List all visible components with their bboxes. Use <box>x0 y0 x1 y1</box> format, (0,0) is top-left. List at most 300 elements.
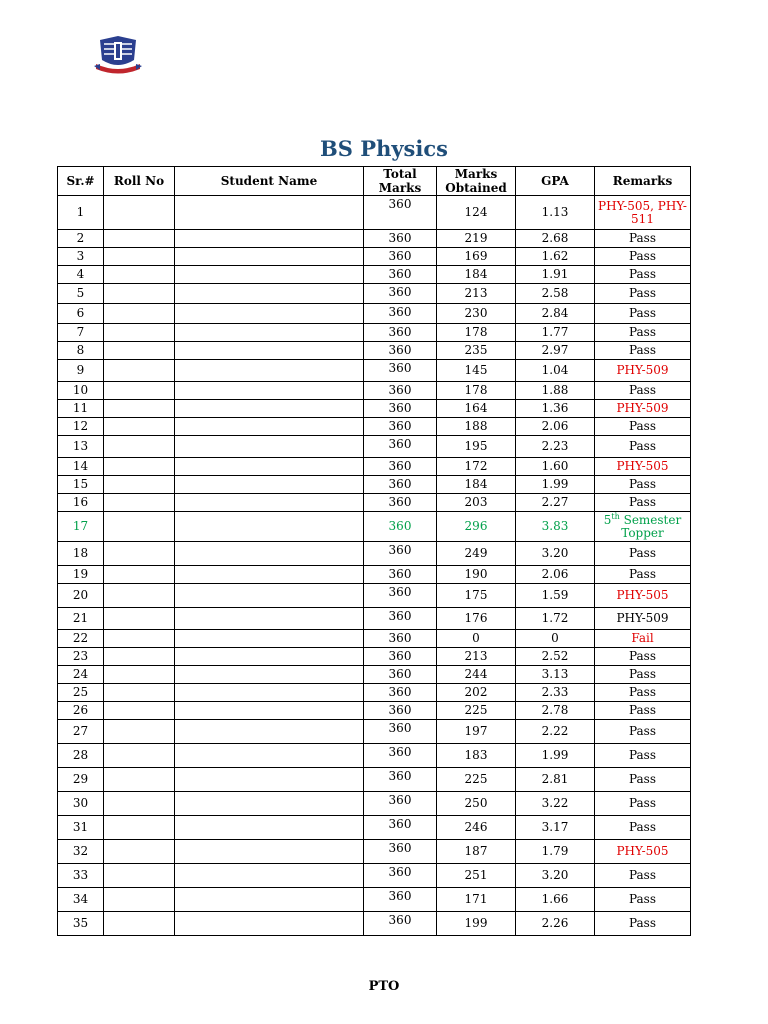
cell-total-marks <box>364 230 437 248</box>
cell-total-marks <box>364 744 437 768</box>
cell-roll-no <box>104 512 175 542</box>
cell-sr: 17 <box>58 512 104 542</box>
total-marks-value: 360 <box>388 585 412 599</box>
cell-remarks: Pass <box>595 702 691 720</box>
cell-marks-obtained: 172 <box>437 458 516 476</box>
cell-sr: 19 <box>58 566 104 584</box>
cell-gpa: 1.79 <box>516 840 595 864</box>
table-row <box>58 684 691 702</box>
cell-gpa: 2.06 <box>516 566 595 584</box>
cell-total-marks <box>364 248 437 266</box>
cell-marks-obtained: 124 <box>437 196 516 230</box>
cell-total-marks <box>364 864 437 888</box>
cell-student-name <box>175 864 364 888</box>
cell-marks-obtained: 171 <box>437 888 516 912</box>
cell-roll-no <box>104 230 175 248</box>
cell-gpa: 2.26 <box>516 912 595 936</box>
cell-student-name <box>175 648 364 666</box>
cell-student-name <box>175 382 364 400</box>
header-roll-no: Roll No <box>104 167 175 196</box>
cell-remarks: Pass <box>595 744 691 768</box>
cell-total-marks <box>364 720 437 744</box>
table-row <box>58 630 691 648</box>
cell-student-name <box>175 230 364 248</box>
cell-total-marks <box>364 648 437 666</box>
cell-sr: 32 <box>58 840 104 864</box>
table-row <box>58 648 691 666</box>
header-obtained-line1: Marks <box>454 167 498 181</box>
cell-marks-obtained: 188 <box>437 418 516 436</box>
cell-sr: 9 <box>58 360 104 382</box>
cell-marks-obtained: 145 <box>437 360 516 382</box>
cell-remarks: Pass <box>595 888 691 912</box>
cell-remarks: Pass <box>595 768 691 792</box>
cell-total-marks <box>364 476 437 494</box>
total-marks-value: 360 <box>388 793 412 807</box>
cell-gpa: 0 <box>516 630 595 648</box>
total-marks-value: 360 <box>388 459 412 473</box>
cell-gpa: 3.22 <box>516 792 595 816</box>
table-row <box>58 418 691 436</box>
cell-total-marks <box>364 608 437 630</box>
cell-total-marks <box>364 400 437 418</box>
table-row <box>58 230 691 248</box>
cell-student-name <box>175 400 364 418</box>
cell-remarks <box>595 512 691 542</box>
cell-marks-obtained: 246 <box>437 816 516 840</box>
cell-roll-no <box>104 888 175 912</box>
cell-student-name <box>175 912 364 936</box>
cell-remarks: Fail <box>595 630 691 648</box>
cell-total-marks <box>364 360 437 382</box>
cell-gpa: 2.58 <box>516 284 595 304</box>
cell-roll-no <box>104 684 175 702</box>
table-row <box>58 324 691 342</box>
cell-total-marks <box>364 792 437 816</box>
cell-total-marks <box>364 768 437 792</box>
total-marks-value: 360 <box>388 721 412 735</box>
cell-total-marks <box>364 702 437 720</box>
header-gpa: GPA <box>516 167 595 196</box>
cell-sr: 24 <box>58 666 104 684</box>
cell-remarks: Pass <box>595 304 691 324</box>
cell-marks-obtained: 296 <box>437 512 516 542</box>
cell-marks-obtained: 197 <box>437 720 516 744</box>
header-sr: Sr.# <box>58 167 104 196</box>
cell-total-marks <box>364 542 437 566</box>
cell-total-marks <box>364 840 437 864</box>
table-row <box>58 196 691 230</box>
total-marks-value: 360 <box>388 361 412 375</box>
header-remarks: Remarks <box>595 167 691 196</box>
cell-roll-no <box>104 702 175 720</box>
cell-marks-obtained: 225 <box>437 702 516 720</box>
cell-sr: 34 <box>58 888 104 912</box>
remarks-part: 5 <box>603 512 612 527</box>
cell-roll-no <box>104 912 175 936</box>
table-row <box>58 666 691 684</box>
cell-remarks: Pass <box>595 566 691 584</box>
total-marks-value: 360 <box>388 477 412 491</box>
cell-marks-obtained: 175 <box>437 584 516 608</box>
cell-student-name <box>175 418 364 436</box>
cell-marks-obtained: 184 <box>437 476 516 494</box>
cell-sr: 11 <box>58 400 104 418</box>
cell-remarks: Pass <box>595 436 691 458</box>
cell-gpa: 2.68 <box>516 230 595 248</box>
total-marks-value: 360 <box>388 817 412 831</box>
cell-marks-obtained: 213 <box>437 284 516 304</box>
cell-gpa: 2.52 <box>516 648 595 666</box>
cell-marks-obtained: 225 <box>437 768 516 792</box>
cell-student-name <box>175 792 364 816</box>
table-row <box>58 360 691 382</box>
cell-marks-obtained: 169 <box>437 248 516 266</box>
cell-remarks: Pass <box>595 792 691 816</box>
total-marks-value: 360 <box>388 685 412 699</box>
cell-total-marks <box>364 458 437 476</box>
cell-gpa: 2.78 <box>516 702 595 720</box>
cell-remarks: Pass <box>595 248 691 266</box>
cell-marks-obtained: 0 <box>437 630 516 648</box>
total-marks-value: 360 <box>388 495 412 509</box>
cell-total-marks <box>364 342 437 360</box>
table-row <box>58 436 691 458</box>
cell-remarks: PHY-509 <box>595 400 691 418</box>
cell-sr: 3 <box>58 248 104 266</box>
total-marks-value: 360 <box>388 437 412 451</box>
university-logo-icon <box>92 34 144 78</box>
cell-roll-no <box>104 342 175 360</box>
total-marks-value: 360 <box>388 383 412 397</box>
cell-roll-no <box>104 566 175 584</box>
cell-student-name <box>175 324 364 342</box>
header-marks-obtained <box>437 167 516 196</box>
total-marks-value: 360 <box>388 543 412 557</box>
cell-gpa: 1.13 <box>516 196 595 230</box>
cell-student-name <box>175 816 364 840</box>
cell-roll-no <box>104 360 175 382</box>
cell-gpa: 2.97 <box>516 342 595 360</box>
cell-gpa: 2.81 <box>516 768 595 792</box>
cell-marks-obtained: 178 <box>437 324 516 342</box>
table-row <box>58 744 691 768</box>
total-marks-value: 360 <box>388 649 412 663</box>
header-student-name: Student Name <box>175 167 364 196</box>
cell-remarks: Pass <box>595 684 691 702</box>
cell-student-name <box>175 458 364 476</box>
cell-marks-obtained: 213 <box>437 648 516 666</box>
table-row <box>58 266 691 284</box>
table-row <box>58 542 691 566</box>
cell-gpa: 3.13 <box>516 666 595 684</box>
cell-gpa: 2.06 <box>516 418 595 436</box>
cell-roll-no <box>104 476 175 494</box>
cell-total-marks <box>364 494 437 512</box>
cell-gpa: 3.17 <box>516 816 595 840</box>
cell-total-marks <box>364 418 437 436</box>
cell-sr: 31 <box>58 816 104 840</box>
table-row <box>58 304 691 324</box>
cell-total-marks <box>364 888 437 912</box>
cell-roll-no <box>104 458 175 476</box>
total-marks-value: 360 <box>388 231 412 245</box>
total-marks-value: 360 <box>388 197 412 211</box>
cell-marks-obtained: 183 <box>437 744 516 768</box>
cell-total-marks <box>364 684 437 702</box>
cell-sr: 4 <box>58 266 104 284</box>
table-row <box>58 888 691 912</box>
cell-sr: 29 <box>58 768 104 792</box>
cell-marks-obtained: 250 <box>437 792 516 816</box>
cell-remarks: Pass <box>595 266 691 284</box>
cell-roll-no <box>104 666 175 684</box>
table-row <box>58 608 691 630</box>
cell-student-name <box>175 494 364 512</box>
cell-marks-obtained: 235 <box>437 342 516 360</box>
cell-roll-no <box>104 608 175 630</box>
cell-sr: 15 <box>58 476 104 494</box>
table-row <box>58 840 691 864</box>
cell-sr: 5 <box>58 284 104 304</box>
table-row <box>58 792 691 816</box>
cell-total-marks <box>364 512 437 542</box>
cell-student-name <box>175 702 364 720</box>
total-marks-value: 360 <box>388 745 412 759</box>
cell-sr: 28 <box>58 744 104 768</box>
cell-sr: 14 <box>58 458 104 476</box>
cell-remarks: Pass <box>595 476 691 494</box>
cell-sr: 26 <box>58 702 104 720</box>
cell-gpa: 1.88 <box>516 382 595 400</box>
cell-sr: 27 <box>58 720 104 744</box>
cell-sr: 23 <box>58 648 104 666</box>
cell-remarks: Pass <box>595 666 691 684</box>
table-row <box>58 566 691 584</box>
cell-marks-obtained: 199 <box>437 912 516 936</box>
total-marks-value: 360 <box>388 519 412 533</box>
cell-roll-no <box>104 382 175 400</box>
cell-gpa: 1.91 <box>516 266 595 284</box>
cell-marks-obtained: 202 <box>437 684 516 702</box>
cell-remarks: Pass <box>595 912 691 936</box>
table-row <box>58 816 691 840</box>
total-marks-value: 360 <box>388 889 412 903</box>
cell-gpa: 2.27 <box>516 494 595 512</box>
table-row <box>58 494 691 512</box>
cell-remarks: Pass <box>595 720 691 744</box>
cell-roll-no <box>104 400 175 418</box>
total-marks-value: 360 <box>388 841 412 855</box>
cell-gpa: 1.99 <box>516 476 595 494</box>
cell-roll-no <box>104 196 175 230</box>
cell-remarks: Pass <box>595 284 691 304</box>
cell-roll-no <box>104 324 175 342</box>
table-row <box>58 382 691 400</box>
page-title: BS Physics <box>320 136 448 161</box>
cell-total-marks <box>364 284 437 304</box>
cell-student-name <box>175 888 364 912</box>
header-total-line2: Marks <box>378 181 422 195</box>
cell-remarks: PHY-505, PHY-511 <box>595 196 691 230</box>
table-row <box>58 458 691 476</box>
cell-remarks: Pass <box>595 648 691 666</box>
cell-sr: 6 <box>58 304 104 324</box>
total-marks-value: 360 <box>388 401 412 415</box>
total-marks-value: 360 <box>388 343 412 357</box>
cell-roll-no <box>104 744 175 768</box>
table-row <box>58 702 691 720</box>
cell-remarks: PHY-505 <box>595 458 691 476</box>
cell-sr: 22 <box>58 630 104 648</box>
cell-gpa: 1.60 <box>516 458 595 476</box>
total-marks-value: 360 <box>388 703 412 717</box>
cell-gpa: 1.99 <box>516 744 595 768</box>
cell-student-name <box>175 342 364 360</box>
cell-roll-no <box>104 816 175 840</box>
cell-total-marks <box>364 584 437 608</box>
cell-remarks: Pass <box>595 418 691 436</box>
cell-roll-no <box>104 418 175 436</box>
cell-student-name <box>175 248 364 266</box>
cell-total-marks <box>364 382 437 400</box>
table-row <box>58 584 691 608</box>
cell-sr: 8 <box>58 342 104 360</box>
results-table <box>57 166 691 936</box>
total-marks-value: 360 <box>388 267 412 281</box>
cell-sr: 25 <box>58 684 104 702</box>
cell-student-name <box>175 436 364 458</box>
total-marks-value: 360 <box>388 249 412 263</box>
cell-marks-obtained: 190 <box>437 566 516 584</box>
cell-gpa: 1.59 <box>516 584 595 608</box>
cell-sr: 12 <box>58 418 104 436</box>
table-row <box>58 768 691 792</box>
cell-remarks: Pass <box>595 324 691 342</box>
cell-roll-no <box>104 304 175 324</box>
table-row <box>58 400 691 418</box>
cell-roll-no <box>104 284 175 304</box>
cell-student-name <box>175 304 364 324</box>
cell-total-marks <box>364 816 437 840</box>
total-marks-value: 360 <box>388 631 412 645</box>
cell-total-marks <box>364 304 437 324</box>
cell-marks-obtained: 230 <box>437 304 516 324</box>
total-marks-value: 360 <box>388 285 412 299</box>
cell-gpa: 3.20 <box>516 864 595 888</box>
cell-total-marks <box>364 666 437 684</box>
cell-student-name <box>175 768 364 792</box>
page-footer-pto: PTO <box>368 979 400 994</box>
cell-student-name <box>175 608 364 630</box>
remarks-part: Semester Topper <box>619 512 682 540</box>
cell-gpa: 2.22 <box>516 720 595 744</box>
cell-sr: 16 <box>58 494 104 512</box>
cell-remarks: Pass <box>595 542 691 566</box>
cell-sr: 20 <box>58 584 104 608</box>
cell-student-name <box>175 476 364 494</box>
cell-roll-no <box>104 542 175 566</box>
total-marks-value: 360 <box>388 609 412 623</box>
cell-marks-obtained: 203 <box>437 494 516 512</box>
cell-student-name <box>175 840 364 864</box>
total-marks-value: 360 <box>388 865 412 879</box>
cell-marks-obtained: 219 <box>437 230 516 248</box>
cell-gpa: 2.23 <box>516 436 595 458</box>
cell-gpa: 1.36 <box>516 400 595 418</box>
cell-student-name <box>175 266 364 284</box>
cell-total-marks <box>364 436 437 458</box>
cell-remarks: Pass <box>595 864 691 888</box>
cell-remarks: PHY-509 <box>595 608 691 630</box>
cell-sr: 35 <box>58 912 104 936</box>
cell-student-name <box>175 196 364 230</box>
cell-sr: 13 <box>58 436 104 458</box>
cell-gpa: 1.62 <box>516 248 595 266</box>
cell-remarks: PHY-505 <box>595 584 691 608</box>
cell-remarks: Pass <box>595 816 691 840</box>
cell-student-name <box>175 584 364 608</box>
table-row <box>58 912 691 936</box>
cell-gpa: 3.83 <box>516 512 595 542</box>
cell-gpa: 3.20 <box>516 542 595 566</box>
cell-marks-obtained: 187 <box>437 840 516 864</box>
cell-sr: 33 <box>58 864 104 888</box>
cell-sr: 10 <box>58 382 104 400</box>
cell-marks-obtained: 195 <box>437 436 516 458</box>
cell-gpa: 1.77 <box>516 324 595 342</box>
cell-student-name <box>175 720 364 744</box>
cell-marks-obtained: 176 <box>437 608 516 630</box>
cell-student-name <box>175 284 364 304</box>
cell-roll-no <box>104 584 175 608</box>
cell-student-name <box>175 666 364 684</box>
table-row <box>58 476 691 494</box>
total-marks-value: 360 <box>388 419 412 433</box>
cell-remarks: Pass <box>595 342 691 360</box>
table-row <box>58 864 691 888</box>
cell-gpa: 1.72 <box>516 608 595 630</box>
remarks-superscript: th <box>611 511 620 521</box>
cell-roll-no <box>104 648 175 666</box>
cell-marks-obtained: 178 <box>437 382 516 400</box>
cell-student-name <box>175 566 364 584</box>
cell-remarks: Pass <box>595 494 691 512</box>
cell-total-marks <box>364 266 437 284</box>
total-marks-value: 360 <box>388 305 412 319</box>
cell-total-marks <box>364 566 437 584</box>
cell-marks-obtained: 251 <box>437 864 516 888</box>
cell-total-marks <box>364 196 437 230</box>
cell-roll-no <box>104 630 175 648</box>
cell-marks-obtained: 249 <box>437 542 516 566</box>
total-marks-value: 360 <box>388 567 412 581</box>
cell-student-name <box>175 684 364 702</box>
cell-remarks: PHY-505 <box>595 840 691 864</box>
header-total-line1: Total <box>383 167 417 181</box>
cell-sr: 18 <box>58 542 104 566</box>
cell-sr: 7 <box>58 324 104 342</box>
cell-gpa: 2.33 <box>516 684 595 702</box>
table-row <box>58 720 691 744</box>
cell-total-marks <box>364 324 437 342</box>
cell-sr: 21 <box>58 608 104 630</box>
total-marks-value: 360 <box>388 667 412 681</box>
cell-roll-no <box>104 494 175 512</box>
cell-roll-no <box>104 266 175 284</box>
total-marks-value: 360 <box>388 913 412 927</box>
cell-remarks: PHY-509 <box>595 360 691 382</box>
